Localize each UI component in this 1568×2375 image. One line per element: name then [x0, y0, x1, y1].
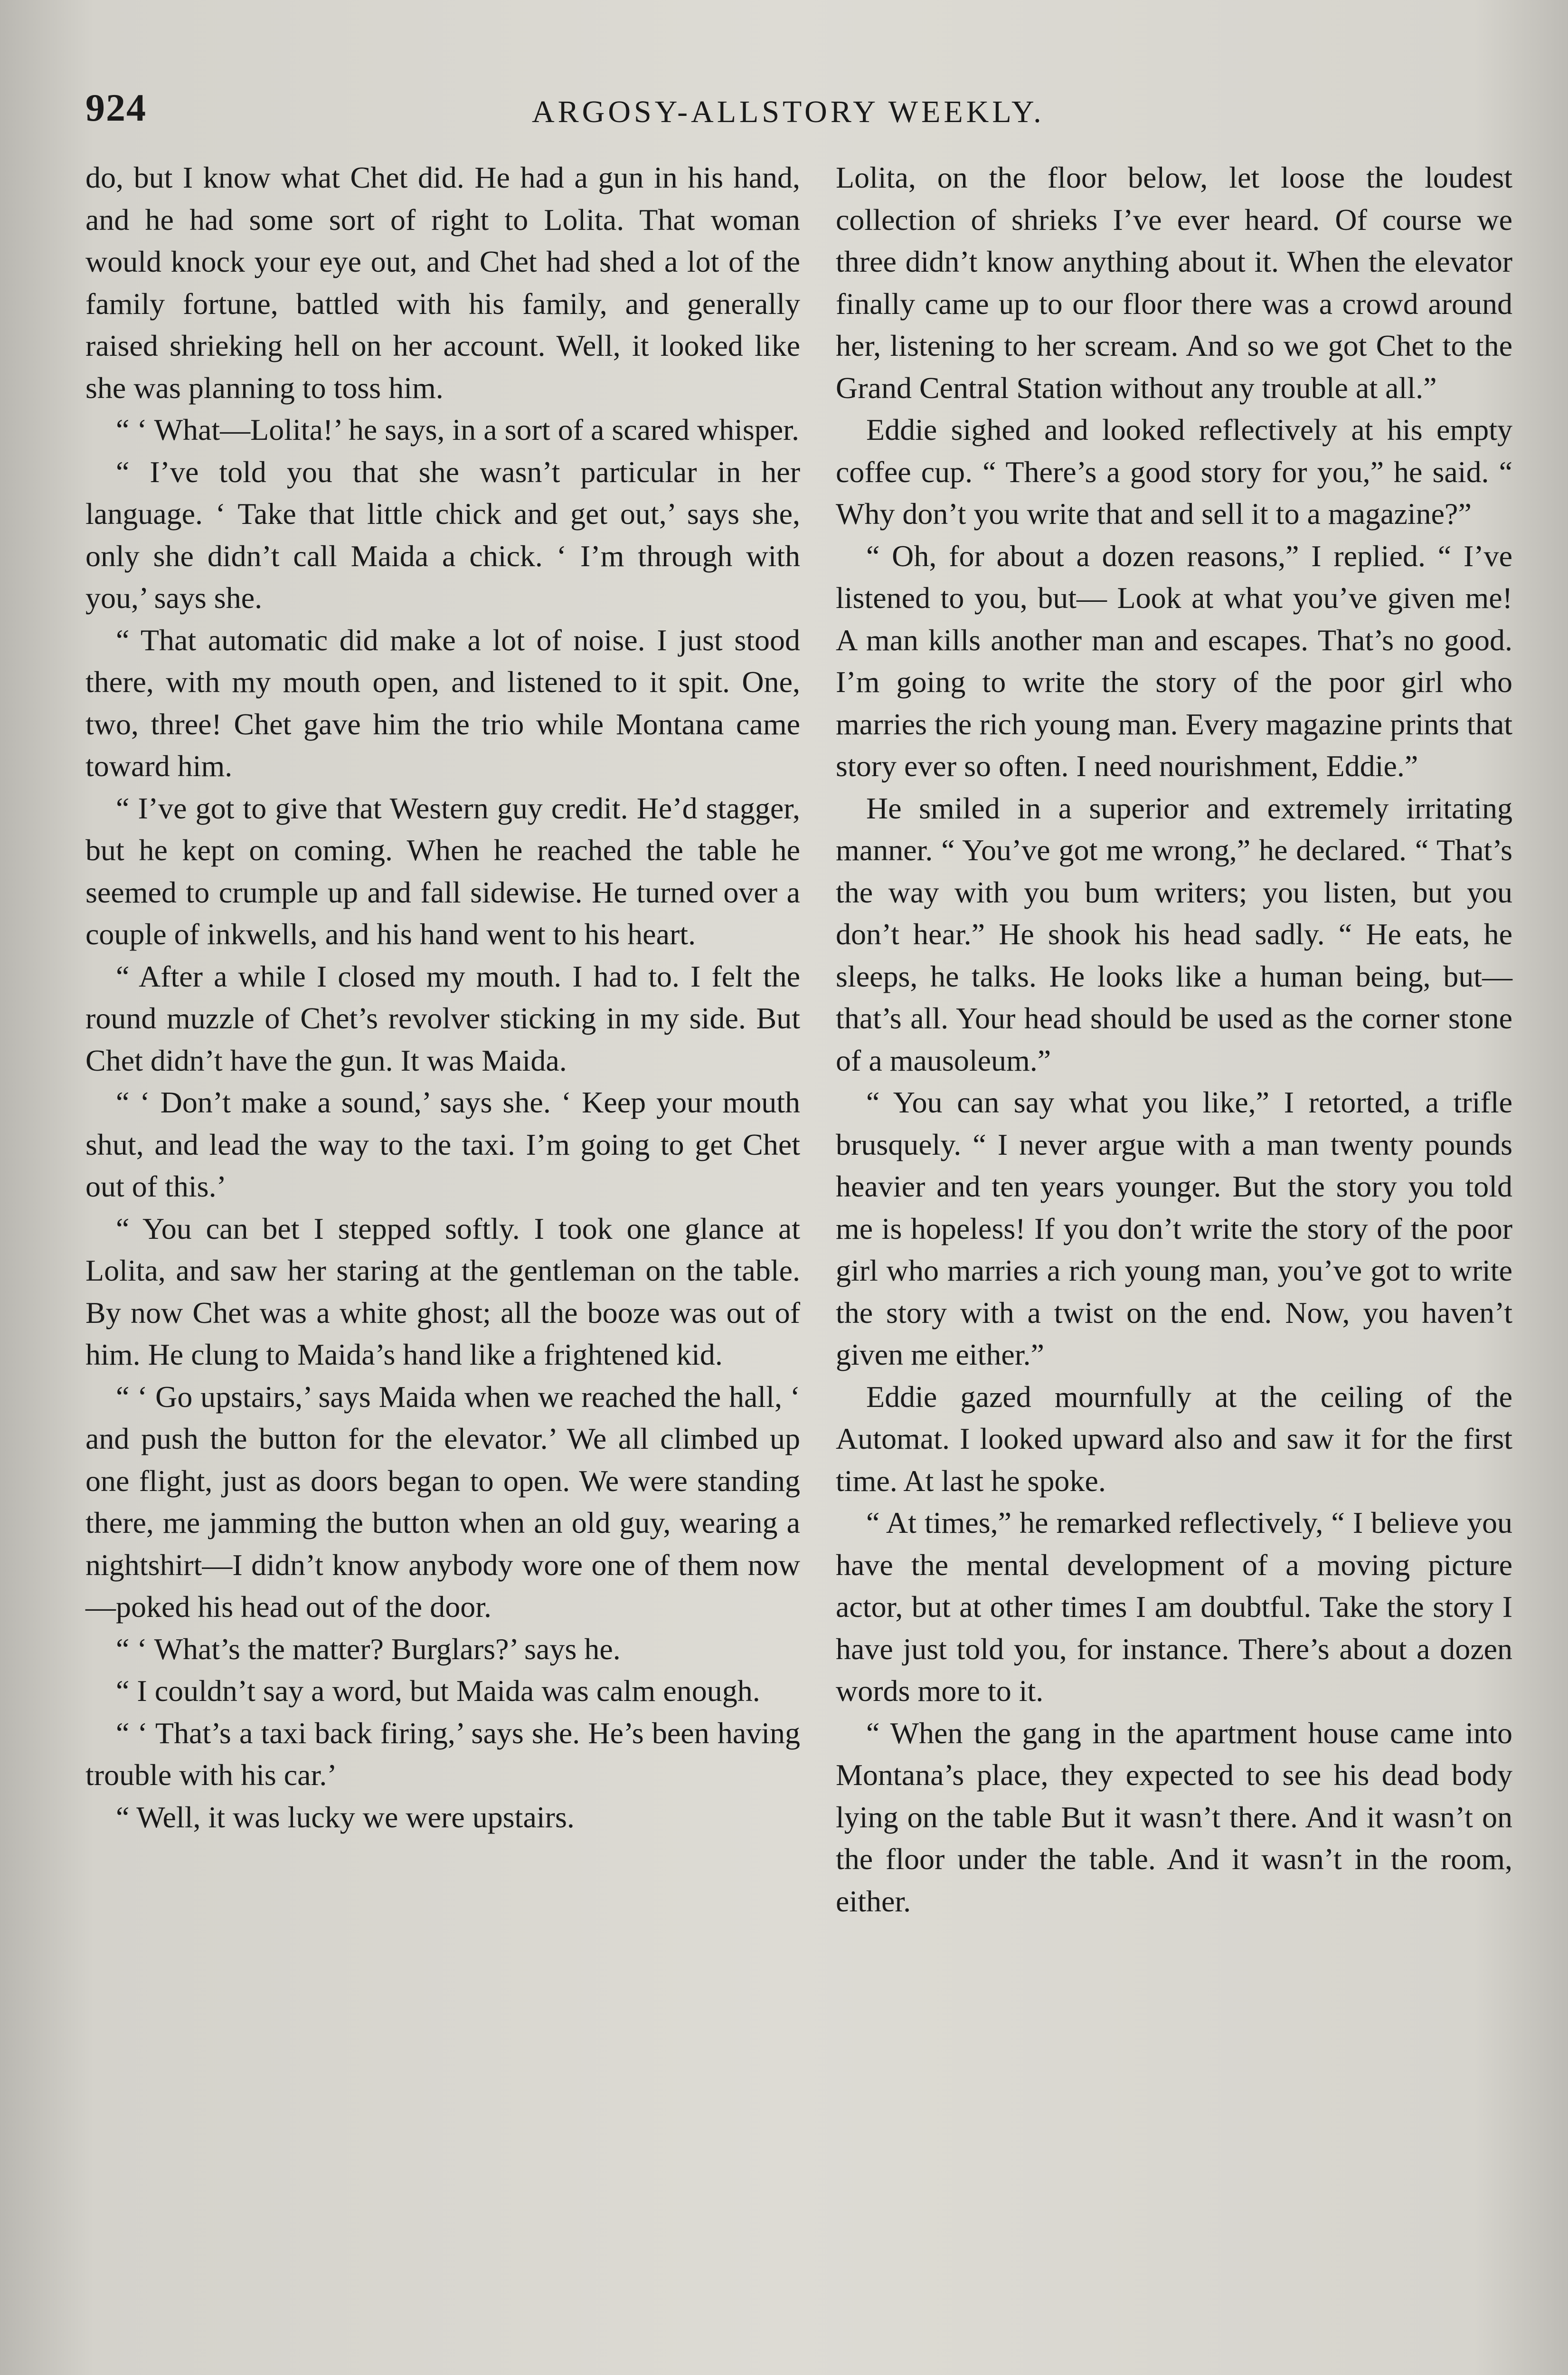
paragraph: “ When the gang in the apartment house came into Montana’s place, they expected to see his dead body lying on the table But it wasn’t there. And it wasn’t on the floor under the table. And it wasn’t in the room, either. — [836, 1716, 1512, 1918]
right-column — [836, 157, 1512, 2375]
paragraph: “ At times,” he remarked reflectively, “ I believe you have the mental development of a moving picture actor, but at other times I am doubtful. Take the story I have just told you, for instance. There’s about a dozen words more to it. — [836, 1506, 1512, 1708]
paragraph: Lolita, on the floor below, let loose the loudest collection of shrieks I’ve ever heard. Of course we three didn’t know anything about it. When the elevator finally came up to our floor there was a crowd around her, listening to her scream. And so we got Chet to the Grand Central Station without any trouble at all.” — [836, 161, 1512, 405]
paragraph: “ I’ve told you that she wasn’t particular in her language. ‘ Take that little chick and get out,’ says she, only she didn’t call Maida a chick. ‘ I’m through with you,’ says she. — [85, 455, 800, 615]
paragraph: He smiled in a superior and extremely irritating manner. “ You’ve got me wrong,” he declared. “ That’s the way with you bum writers; you listen, but you don’t hear.” He shook his head sadly. “ He eats, he sleeps, he talks. He looks like a human being, but—that’s all. Your head should be used as the corner stone of a mausoleum.” — [836, 791, 1512, 1077]
paragraph: “ ‘ What—Lolita!’ he says, in a sort of a scared whisper. — [116, 413, 799, 446]
page-header — [85, 81, 1501, 147]
paragraph: “ You can bet I stepped softly. I took one glance at Lolita, and saw her staring at the gentleman on the table. By now Chet was a white ghost; all the booze was out of him. He clung to Maida’s hand like a frightened kid. — [85, 1211, 800, 1371]
paragraph: “ Oh, for about a dozen reasons,” I replied. “ I’ve listened to you, but— Look at what you’ve given me! A man kills another man and escapes. That’s no good. I’m going to write the story of the poor girl who marries the rich young man. Every magazine prints that story ever so often. I need nourishment, Eddie.” — [836, 539, 1512, 783]
paragraph: “ After a while I closed my mouth. I had to. I felt the round muzzle of Chet’s revolver sticking in my side. But Chet didn’t have the gun. It was Maida. — [85, 959, 800, 1077]
left-column — [85, 157, 800, 2375]
page-number: 924 — [85, 86, 147, 129]
running-head: ARGOSY-ALLSTORY WEEKLY. — [532, 95, 1045, 129]
paragraph: do, but I know what Chet did. He had a gun in his hand, and he had some sort of right to Lolita. That woman would knock your eye out, and Chet had shed a lot of the family fortune, battled with his family, and generally raised shrieking hell on her account. Well, it looked like she was planning to toss him. — [85, 161, 800, 405]
paragraph: “ That automatic did make a lot of noise. I just stood there, with my mouth open, and listened to it spit. One, two, three! Chet gave him the trio while Montana came toward him. — [85, 623, 800, 783]
paragraph: “ I’ve got to give that Western guy credit. He’d stagger, but he kept on coming. When he reached the table he seemed to crumple up and fall sidewise. He turned over a couple of inkwells, and his hand went to his heart. — [85, 791, 800, 951]
paragraph: “ ‘ What’s the matter? Burglars?’ says he. — [116, 1632, 621, 1666]
paragraph: “ You can say what you like,” I retorted, a trifle brusquely. “ I never argue with a man twenty pounds heavier and ten years younger. But the story you told me is hopeless! If you don’t write the story of the poor girl who marries a rich young man, you’ve got to write the story with a twist on the end. Now, you haven’t given me either.” — [836, 1085, 1512, 1371]
paragraph: Eddie sighed and looked reflectively at his empty coffee cup. “ There’s a good story for you,” he said. “ Why don’t you write that and sell it to a magazine?” — [836, 413, 1512, 531]
paragraph: “ Well, it was lucky we were upstairs. — [116, 1800, 575, 1834]
paragraph: “ I couldn’t say a word, but Maida was calm enough. — [116, 1674, 760, 1708]
paragraph: “ ‘ Don’t make a sound,’ says she. ‘ Keep your mouth shut, and lead the way to the taxi. I’m going to get Chet out of this.’ — [85, 1085, 800, 1203]
paragraph: Eddie gazed mournfully at the ceiling of the Automat. I looked upward also and saw it for the first time. At last he spoke. — [836, 1379, 1512, 1498]
paragraph: “ ‘ Go upstairs,’ says Maida when we reached the hall, ‘ and push the button for the elevator.’ We all climbed up one flight, just as doors began to open. We were standing there, me jamming the button when an old guy, wearing a nightshirt—I didn’t know anybody wore one of them now —poked his head out of the door. — [85, 1379, 800, 1624]
paragraph: “ ‘ That’s a taxi back firing,’ says she. He’s been having trouble with his car.’ — [85, 1716, 800, 1792]
